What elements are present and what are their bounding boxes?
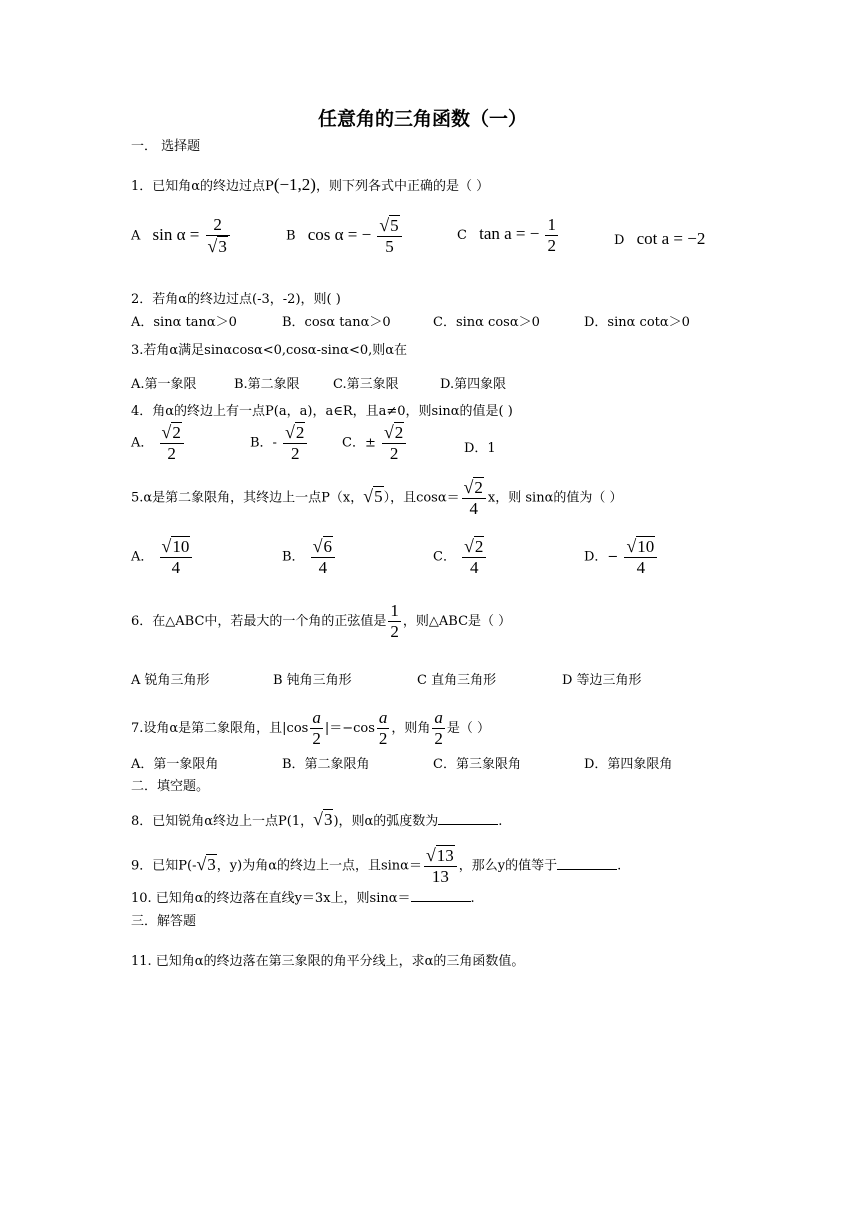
q1-point: (−1,2)	[273, 175, 316, 194]
q7-option-b: B．第二象限角	[282, 757, 370, 772]
q5-stem-start: 5.α是第二象限角，其终边上一点P（x，	[131, 490, 364, 506]
page-title: 任意角的三角函数（一）	[318, 108, 528, 130]
q9-period: .	[617, 858, 622, 874]
q5-option-b	[282, 537, 337, 577]
q4-option-a-denominator: 2	[167, 443, 176, 463]
q5-option-d-label: D．−	[584, 549, 619, 565]
q7-option-a: A．第一象限角	[131, 757, 219, 772]
q7-stem-start: 7.设角α是第二象限角，且|cos	[131, 721, 309, 737]
q6-option-d: D 等边三角形	[562, 673, 642, 688]
q2-option-d: D．sinα cotα＞0	[584, 315, 690, 330]
q1-option-b-fraction: $\frac{√5}{5}$	[377, 216, 401, 256]
q5-option-c-numerator: 2	[474, 537, 484, 556]
q2-option-c: C．sinα cosα＞0	[433, 315, 540, 330]
question-7-stem	[131, 709, 490, 748]
q5-option-d-fraction: $\frac{√10}{4}$	[624, 537, 657, 577]
q6-numerator: 1	[390, 601, 399, 620]
q1-option-c-denominator: 2	[547, 235, 556, 255]
q1-option-b	[286, 216, 404, 256]
q1-option-b-label: B	[286, 228, 296, 244]
q8-sqrt: √3	[313, 809, 333, 829]
q5-option-d-numerator: 10	[637, 537, 655, 556]
q9-stem-mid: ，y)为角α的终边上一点，且sinα＝	[216, 858, 422, 874]
question-10-stem	[131, 887, 475, 906]
q5-sqrt-value: 5	[374, 486, 383, 506]
q4-option-c-fraction: $\frac{√2}{2}$	[382, 423, 406, 463]
question-6-stem	[131, 602, 511, 641]
q7-fraction-2-numerator: a	[378, 708, 388, 727]
q5-option-a-fraction: $\frac{√10}{4}$	[160, 537, 193, 577]
q1-option-c	[457, 216, 560, 255]
q10-answer-blank[interactable]	[411, 901, 471, 902]
q5-option-a-label: A．	[131, 549, 154, 565]
q4-option-b-fraction: $\frac{√2}{2}$	[283, 423, 307, 463]
q7-fraction-2-denominator: 2	[378, 728, 388, 748]
q7-fraction-3-numerator: a	[434, 708, 443, 727]
q7-fraction-1-denominator: 2	[312, 728, 321, 748]
q1-option-d	[614, 229, 705, 249]
q5-option-a-denominator: 4	[171, 557, 181, 577]
q6-option-c: C 直角三角形	[417, 673, 497, 688]
q7-fraction-3	[432, 709, 445, 748]
q5-option-b-numerator: 6	[323, 537, 332, 556]
q5-stem-denominator: 4	[469, 498, 479, 518]
q5-sqrt: √5	[363, 485, 383, 506]
q9-stem-start: 9．已知P(-	[131, 858, 197, 874]
q8-stem-start: 8．已知锐角α终边上一点P(1，	[131, 814, 314, 829]
q5-stem-fraction: $\frac{√2}{4}$	[462, 478, 486, 518]
q1-option-c-fraction	[545, 216, 558, 255]
q6-stem-start: 6．在△ABC中，若最大的一个角的正弦值是	[131, 614, 387, 630]
q1-stem-start: 1．已知角α的终边过点P	[131, 179, 274, 194]
q4-option-d: D．1	[464, 441, 496, 456]
question-9-stem	[131, 846, 621, 886]
q8-period: .	[498, 814, 503, 829]
q4-option-c	[342, 423, 408, 463]
q4-option-c-numerator: 2	[394, 423, 404, 442]
q2-option-a: A．sinα tanα＞0	[131, 315, 237, 330]
q5-stem-end: x，则 sinα的值为（ ）	[487, 490, 623, 506]
q5-option-b-fraction: $\frac{√6}{4}$	[311, 537, 335, 577]
q5-stem-mid: ），且cosα＝	[383, 490, 460, 506]
q7-fraction-1	[310, 709, 323, 748]
q9-answer-blank[interactable]	[557, 869, 617, 870]
question-3-stem: 3.若角α满足sinαcosα<0,cosα-sinα<0,则α在	[131, 343, 408, 358]
q6-denominator: 2	[390, 621, 399, 641]
q1-option-c-function: tan a = −	[479, 224, 540, 244]
q5-option-c-fraction: $\frac{√2}{4}$	[462, 537, 486, 577]
q9-stem-end: ，那么y的值等于	[458, 858, 558, 874]
question-11-stem: 11. 已知角α的终边落在第三象限的角平分线上，求α的三角函数值。	[131, 954, 525, 969]
q8-answer-blank[interactable]	[438, 824, 498, 825]
q4-option-b-denominator: 2	[290, 443, 300, 463]
q4-option-c-denominator: 2	[389, 443, 399, 463]
q9-denominator: 13	[431, 866, 449, 886]
q7-stem-mid-2: ，则角	[391, 721, 431, 737]
q1-option-a-numerator: 2	[206, 216, 230, 236]
q5-option-b-label: B．	[282, 549, 305, 565]
q3-option-c: C.第三象限	[333, 377, 399, 392]
q4-option-a-fraction: $\frac{√2}{2}$	[160, 423, 184, 463]
q5-option-a	[131, 537, 194, 577]
q5-option-c-label: C．	[433, 549, 456, 565]
q1-option-b-denominator: 5	[385, 236, 394, 256]
q10-period: .	[470, 891, 475, 906]
q1-option-d-label: D	[614, 233, 625, 248]
q5-option-c-denominator: 4	[469, 557, 479, 577]
q1-option-a-label: A	[131, 228, 141, 244]
section-heading-answer: 三．解答题	[131, 914, 197, 929]
q1-option-a-function: sin α =	[152, 224, 200, 244]
q7-fraction-1-numerator: a	[312, 708, 321, 727]
q10-stem-text: 10. 已知角α的终边落在直线y＝3x上，则sinα＝	[131, 891, 411, 906]
q1-option-c-numerator: 1	[547, 215, 556, 234]
q9-sqrt: √3	[196, 853, 216, 874]
q4-option-a-label: A．	[131, 435, 154, 451]
q6-fraction	[388, 602, 401, 641]
q5-stem-numerator: 2	[474, 478, 483, 497]
question-2-stem: 2．若角α的终边过点(-3，-2)，则( )	[131, 292, 341, 307]
q4-option-b-numerator: 2	[295, 423, 305, 442]
q4-option-a-numerator: 2	[172, 423, 181, 442]
q1-option-c-label: C	[457, 228, 467, 244]
section-heading-choice: 一． 选择题	[131, 139, 201, 154]
q8-sqrt-value: 3	[323, 810, 333, 829]
q5-option-d-denominator: 4	[636, 557, 646, 577]
q1-option-a	[131, 216, 232, 256]
q5-option-c	[433, 537, 488, 577]
q3-option-d: D.第四象限	[440, 377, 507, 392]
q4-option-b	[250, 423, 309, 463]
q1-option-b-numerator: 5	[390, 216, 399, 235]
q7-stem-mid: |＝−cos	[324, 721, 375, 737]
q6-stem-end: ，则△ABC是（ ）	[402, 614, 512, 630]
question-4-stem: 4．角α的终边上有一点P(a，a)，a∈R，且a≠0，则sinα的值是( )	[131, 404, 513, 419]
q9-numerator: 13	[436, 846, 454, 865]
q7-stem-end: 是（ ）	[446, 721, 491, 737]
q5-option-d	[584, 537, 659, 577]
q6-option-b: B 钝角三角形	[273, 673, 352, 688]
q1-stem-end: ，则下列各式中正确的是（ ）	[315, 179, 490, 194]
q2-option-b: B．cosα tanα＞0	[282, 315, 391, 330]
q4-option-c-label: C．±	[342, 435, 376, 451]
q5-option-b-denominator: 4	[318, 557, 328, 577]
q3-option-a: A.第一象限	[131, 377, 197, 392]
section-heading-fill-in: 二．填空题。	[131, 779, 210, 794]
q7-fraction-3-denominator: 2	[434, 728, 443, 748]
q6-option-a: A 锐角三角形	[131, 673, 210, 688]
q7-fraction-2	[377, 709, 390, 748]
question-5-stem	[131, 478, 623, 518]
q1-option-d-expression: cot a = −2	[636, 229, 706, 248]
q7-option-c: C．第三象限角	[433, 757, 521, 772]
q5-option-a-numerator: 10	[172, 537, 190, 556]
q1-option-b-function: cos α = −	[307, 224, 372, 244]
q8-stem-end: )，则α的弧度数为	[333, 814, 439, 829]
q1-option-a-fraction: $\frac{2}{√3}$	[206, 216, 230, 256]
question-8-stem	[131, 809, 502, 830]
q4-option-b-label: B．-	[250, 435, 277, 451]
q9-sqrt-value: 3	[207, 854, 216, 874]
q9-fraction: $\frac{√13}{13}$	[424, 846, 457, 886]
q3-option-b: B.第二象限	[234, 377, 300, 392]
q1-option-a-denominator: 3	[218, 236, 227, 256]
question-1-stem	[131, 175, 489, 195]
q7-option-d: D．第四象限角	[584, 757, 673, 772]
q4-option-a	[131, 423, 186, 463]
